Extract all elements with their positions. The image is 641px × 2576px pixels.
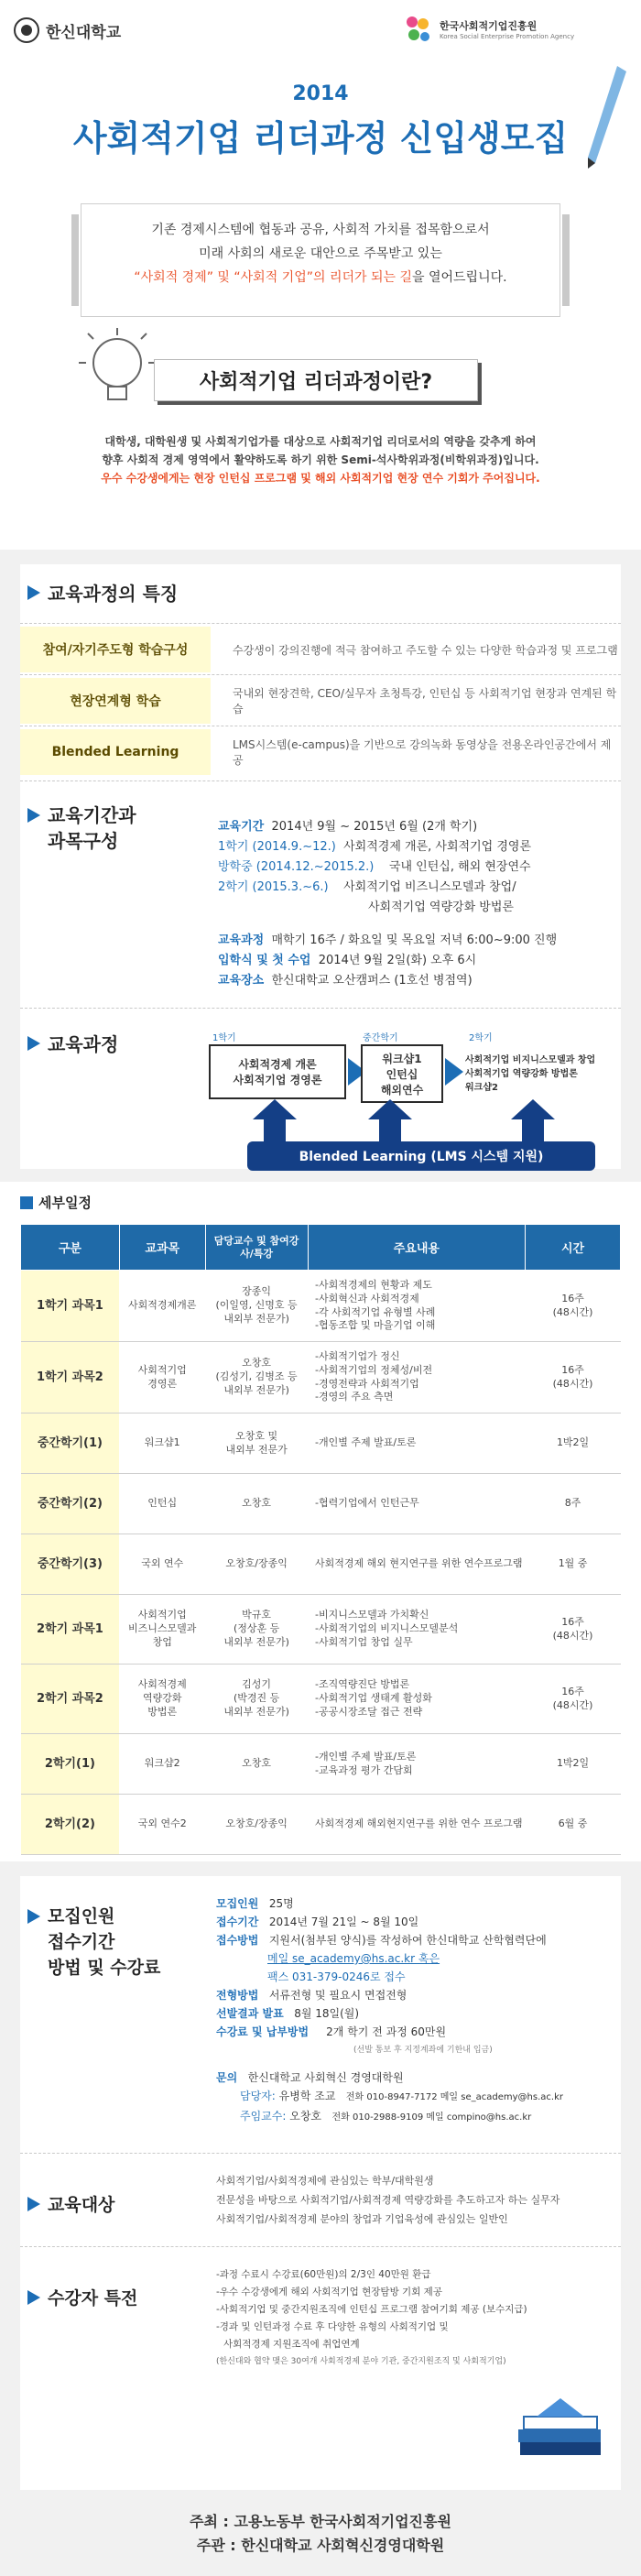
blended-learning-bar: Blended Learning (LMS 시스템 지원)	[247, 1141, 595, 1171]
features-heading	[27, 579, 178, 606]
feature-label: Blended Learning	[20, 729, 211, 775]
target-details	[216, 2171, 615, 2229]
staff-label: 담당자:	[240, 2090, 276, 2102]
step1-label: 1학기	[212, 1033, 236, 1043]
step3-label: 2학기	[469, 1033, 493, 1043]
what-description	[0, 432, 641, 487]
benefits-title: 수강자 특전	[48, 2288, 138, 2309]
table-cell: 인턴십	[119, 1474, 205, 1534]
intro-highlight: “사회적 경제” 및 “사회적 기업”의 리더가 되는 길	[134, 270, 413, 285]
what-line-2: 향후 사회적 경제 영역에서 활약하도록 하기 위한 Semi-석사학위과정(비학위과정)입니다.	[102, 453, 539, 466]
table-cell: 오창호 (김성기, 김병조 등 내외부 전문가)	[205, 1342, 308, 1414]
table-cell: 오창호	[205, 1734, 308, 1795]
divider	[20, 674, 621, 675]
recruit-title-line-1: 모집인원	[48, 1906, 115, 1927]
table-cell: 장종익 (이일영, 신명호 등 내외부 전문가)	[205, 1271, 308, 1342]
place-value: 한신대학교 오산캠퍼스 (1호선 병점역)	[271, 974, 473, 988]
books-icon	[509, 2382, 612, 2464]
key-label: 접수방법	[216, 1934, 259, 1947]
key-label: 선발결과 발표	[216, 2007, 284, 2020]
what-line-3: 우수 수강생에게는 현장 인턴십 프로그램 및 해외 사회적기업 현장 연수 기회가 주어집니다.	[101, 472, 540, 485]
target-heading	[27, 2191, 114, 2216]
period-heading	[27, 802, 136, 854]
divider	[20, 780, 621, 781]
agency-logo	[401, 13, 574, 46]
key-label: 전형방법	[216, 1989, 259, 2002]
table-cell: 오창호/장종익	[205, 1534, 308, 1595]
fee-value: 2개 학기 전 과정 60만원	[326, 2025, 447, 2038]
benefit-line: -과정 수료시 수강료(60만원)의 2/3인 40만원 환급	[216, 2269, 431, 2280]
feature-row	[20, 627, 621, 672]
table-cell: 2학기 과목1	[21, 1595, 120, 1665]
benefit-line: -우수 수강생에게 해외 사회적기업 현장탐방 기회 제공	[216, 2287, 442, 2298]
sem1-label: 1학기 (2014.9.~12.)	[218, 840, 336, 854]
table-header-row	[21, 1225, 621, 1271]
table-cell: 16주 (48시간)	[526, 1665, 621, 1734]
prof-info: 전화 010-2988-9109 메일 compino@hs.ac.kr	[331, 2112, 532, 2123]
prof-name: 오창호	[289, 2110, 322, 2123]
key-label: 수강료 및 납부방법	[216, 2025, 310, 2038]
period-title-line-2: 과목구성	[48, 830, 119, 852]
what-title: 사회적기업 리더과정이란?	[154, 359, 478, 401]
feature-desc: LMS시스템(e-campus)을 기반으로 강의녹화 동영상을 전용온라인공간에서 제공	[233, 738, 612, 767]
lightbulb-icon	[73, 322, 161, 421]
intro-box-bracket-right	[562, 214, 570, 306]
table-cell: 2학기(2)	[21, 1795, 120, 1855]
table-cell: 1박2일	[526, 1734, 621, 1795]
arrow-right-icon	[27, 585, 40, 600]
table-row	[21, 1271, 621, 1342]
prof-label: 주임교수:	[240, 2110, 287, 2123]
table-cell: 사회적경제 해외 현지연구를 위한 연수프로그램	[308, 1534, 526, 1595]
result-value: 8월 18일(월)	[294, 2007, 360, 2020]
step3-box	[465, 1044, 615, 1103]
key-label: 교육장소	[218, 974, 265, 988]
table-cell: 워크샵1	[119, 1414, 205, 1474]
table-cell: 1박2일	[526, 1414, 621, 1474]
table-cell: 오창호/장종익	[205, 1795, 308, 1855]
step2-box	[361, 1044, 443, 1103]
what-line-1: 대학생, 대학원생 및 사회적기업가를 대상으로 사회적기업 리더로서의 역량을 갖추게 하여	[104, 435, 537, 448]
step2-line-3: 해외연수	[380, 1083, 424, 1097]
table-header: 시간	[526, 1225, 621, 1271]
recruit-heading	[27, 1904, 160, 1981]
table-header: 주요내용	[308, 1225, 526, 1271]
benefits-details	[216, 2266, 619, 2371]
schedule-table	[20, 1224, 621, 1855]
key-label: 접수기간	[216, 1916, 259, 1928]
footer-organizer: 주관 : 한신대학교 사회혁신경영대학원	[196, 2537, 445, 2554]
benefit-line: -사회적기업 및 중간지원조직에 인턴십 프로그램 참여기회 제공 (보수지급)	[216, 2304, 527, 2315]
divider	[20, 2153, 621, 2154]
sem2-text-1: 사회적기업 비즈니스모델과 창업/	[343, 880, 516, 894]
intro-line-1: 기존 경제시스템에 협동과 공유, 사회적 가치를 접목함으로서	[151, 223, 490, 237]
key-label: 교육과정	[218, 933, 265, 947]
table-row	[21, 1474, 621, 1534]
arrow-right-icon	[27, 1909, 40, 1924]
intro-line-2: 미래 사회의 새로운 대안으로 주목받고 있는	[199, 246, 442, 261]
step2-line-2: 인턴십	[386, 1067, 418, 1081]
table-cell: -협력기업에서 인턴근무	[308, 1474, 526, 1534]
table-cell: 6월 중	[526, 1795, 621, 1855]
table-cell: 사회적경제 역량강화 방법론	[119, 1665, 205, 1734]
hero-title: 사회적기업 리더과정 신입생모집	[72, 118, 569, 158]
table-cell: 16주 (48시간)	[526, 1342, 621, 1414]
table-cell: 오창호	[205, 1474, 308, 1534]
footer-host: 주최 : 고용노동부 한국사회적기업진흥원	[190, 2513, 451, 2530]
period-value: 2014년 7월 21일 ~ 8월 10일	[268, 1916, 419, 1928]
number-value: 25명	[268, 1897, 294, 1910]
arrow-right-icon	[27, 2197, 40, 2211]
agency-emblem-icon	[401, 13, 434, 46]
schedule-table-wrap	[20, 1224, 621, 1855]
target-line-2: 전문성을 바탕으로 사회적기업/사회적경제 역량강화를 추도하고자 하는 실무자	[216, 2194, 560, 2206]
table-header: 교과목	[119, 1225, 205, 1271]
table-cell: -비지니스모델과 가치확신 -사회적기업의 비지니스모델분석 -사회적기업 창업 실무	[308, 1595, 526, 1665]
recruit-title-line-2: 접수기간	[48, 1932, 115, 1952]
intro-box-bracket-left	[71, 214, 79, 306]
divider	[20, 1008, 621, 1009]
features-title: 교육과정의 특징	[48, 583, 179, 605]
table-row	[21, 1734, 621, 1795]
table-cell: 2학기 과목2	[21, 1665, 120, 1734]
table-row	[21, 1534, 621, 1595]
benefit-line: 사회적경제 지원조직에 취업연계	[223, 2339, 360, 2350]
key-label: 모집인원	[216, 1897, 259, 1910]
table-cell: 사회적경제개론	[119, 1271, 205, 1342]
sem2-text-2: 사회적기업 역량강화 방법론	[368, 901, 514, 914]
course-value: 매학기 16주 / 화요일 및 목요일 저녁 6:00~9:00 진행	[271, 933, 558, 947]
intro-line-3-end: 을 열어드립니다.	[412, 270, 507, 285]
curriculum-heading	[27, 1030, 118, 1056]
table-cell: 김성기 (박경진 등 내외부 전문가)	[205, 1665, 308, 1734]
table-cell: 사회적경제 해외현지연구를 위한 연수 프로그램	[308, 1795, 526, 1855]
key-label: 교육기간	[218, 820, 265, 834]
feature-label: 참여/자기주도형 학습구성	[20, 627, 211, 672]
flow-arrow-icon	[445, 1058, 463, 1086]
key-label: 문의	[216, 2071, 238, 2084]
step3-line-3: 워크샵2	[465, 1082, 498, 1093]
table-row	[21, 1665, 621, 1734]
target-line-1: 사회적기업/사회적경제에 관심있는 학부/대학원생	[216, 2175, 434, 2187]
table-cell: -조직역량진단 방법론 -사회적기업 생태계 활성화 -공공시장조달 접근 전략	[308, 1665, 526, 1734]
target-line-3: 사회적기업/사회적경제 분야의 창업과 기업육성에 관심있는 일반인	[216, 2213, 508, 2225]
table-cell: 1학기 과목1	[21, 1271, 120, 1342]
university-logo	[13, 16, 121, 44]
table-row	[21, 1342, 621, 1414]
key-label: 입학식 및 첫 수업	[218, 954, 311, 967]
table-row	[21, 1595, 621, 1665]
table-cell: -개인별 주제 발표/토론 -교육과정 평가 간담회	[308, 1734, 526, 1795]
entry-value: 2014년 9월 2일(화) 오후 6시	[318, 954, 477, 967]
break-label: 방학중 (2014.12.~2015.2.)	[218, 860, 375, 874]
table-cell: -사회적경제의 현황과 제도 -사회혁신과 사회적경제 -각 사회적기업 유형별 사례 -협동조합 및 마을기업 이해	[308, 1271, 526, 1342]
email-link[interactable]: 메일 se_academy@hs.ac.kr 혹은	[267, 1952, 440, 1965]
table-cell: 중간학기(2)	[21, 1474, 120, 1534]
target-title: 교육대상	[48, 2195, 115, 2215]
table-cell: 국외 연수	[119, 1534, 205, 1595]
university-emblem-icon	[13, 16, 40, 44]
step2-label: 중간학기	[363, 1033, 398, 1043]
benefits-heading	[27, 2285, 137, 2309]
agency-sub: Korea Social Enterprise Promotion Agency	[440, 33, 575, 40]
staff-name: 유병학 조교	[278, 2090, 336, 2102]
step1-line-2: 사회적기업 경영론	[233, 1074, 322, 1086]
arrow-right-icon	[27, 1036, 40, 1051]
select-value: 서류전형 및 필요시 면접전형	[268, 1989, 407, 2002]
feature-row	[20, 729, 621, 775]
period-value: 2014년 9월 ~ 2015년 6월 (2개 학기)	[271, 820, 478, 834]
table-header: 구분	[21, 1225, 120, 1271]
contact-value: 한신대학교 사회혁신 경영대학원	[247, 2071, 404, 2084]
fee-note: (선발 통보 후 지정계좌에 기한내 입금)	[353, 2046, 493, 2055]
pencil-icon	[579, 62, 630, 172]
table-cell: 1월 중	[526, 1534, 621, 1595]
step3-line-2: 사회적기업 역량강화 방법론	[465, 1068, 578, 1079]
table-cell: 사회적기업 비즈니스모델과 창업	[119, 1595, 205, 1665]
schedule-heading	[20, 1193, 92, 1212]
table-header: 담당교수 및 참여강사/특강	[205, 1225, 308, 1271]
feature-desc: 수강생이 강의진행에 적극 참여하고 주도할 수 있는 다양한 학습과정 및 프로그램	[233, 643, 618, 657]
footer	[0, 2510, 641, 2558]
benefit-note: (한신대와 협약 맺은 30여개 사회적경제 분야 기관, 중간지원조직 및 사회적기업)	[216, 2357, 506, 2366]
break-text: 국내 인턴십, 해외 현장연수	[388, 860, 531, 874]
benefit-line: -경과 및 인턴과정 수료 후 다양한 유형의 사회적기업 및	[216, 2321, 449, 2332]
bullet-square-icon	[20, 1196, 33, 1209]
table-cell: 국외 연수2	[119, 1795, 205, 1855]
table-cell: 16주 (48시간)	[526, 1271, 621, 1342]
table-cell: 1학기 과목2	[21, 1342, 120, 1414]
table-cell: 워크샵2	[119, 1734, 205, 1795]
step3-line-1: 사회적기업 비지니스모델과 창업	[465, 1054, 596, 1065]
arrow-right-icon	[27, 808, 40, 823]
table-cell: 16주 (48시간)	[526, 1595, 621, 1665]
period-details	[218, 817, 612, 991]
sem2-label: 2학기 (2015.3.~6.)	[218, 880, 329, 894]
feature-row	[20, 678, 621, 724]
intro-text	[81, 218, 560, 289]
hero-year: 2014	[292, 82, 349, 105]
step1-line-1: 사회적경제 개론	[238, 1058, 317, 1071]
schedule-title: 세부일정	[38, 1195, 92, 1211]
feature-desc: 국내외 현장견학, CEO/실무자 초청특강, 인턴십 등 사회적기업 현장과 연계된 학습	[233, 687, 617, 715]
recruit-title-line-3: 방법 및 수강료	[48, 1958, 161, 1978]
step1-box	[209, 1044, 346, 1099]
period-title-line-1: 교육기간과	[48, 804, 136, 826]
table-cell: 2학기(1)	[21, 1734, 120, 1795]
feature-label: 현장연계형 학습	[20, 678, 211, 724]
table-cell: -개인별 주제 발표/토론	[308, 1414, 526, 1474]
table-row	[21, 1795, 621, 1855]
divider	[20, 2246, 621, 2247]
university-name: 한신대학교	[46, 23, 122, 42]
divider	[20, 623, 621, 624]
table-cell: 박규호 (정상훈 등 내외부 전문가)	[205, 1595, 308, 1665]
recruit-details	[216, 1894, 615, 2127]
table-row	[21, 1414, 621, 1474]
staff-info: 전화 010-8947-7172 메일 se_academy@hs.ac.kr	[345, 2092, 563, 2102]
table-cell: -사회적기업가 정신 -사회적기업의 정체성/비전 -경영전략과 사회적기업 -경영의 주요 측면	[308, 1342, 526, 1414]
table-cell: 중간학기(1)	[21, 1414, 120, 1474]
method-value: 지원서(첨부된 양식)를 작성하여 한신대학교 산학협력단에	[268, 1934, 547, 1947]
arrow-right-icon	[27, 2290, 40, 2305]
table-cell: 사회적기업 경영론	[119, 1342, 205, 1414]
table-cell: 오창호 및 내외부 전문가	[205, 1414, 308, 1474]
agency-name: 한국사회적기업진흥원	[440, 20, 538, 32]
step2-line-1: 워크샵1	[382, 1052, 422, 1065]
fax-value: 팩스 031-379-0246로 접수	[267, 1970, 406, 1983]
up-arrows-icon	[238, 1099, 623, 1141]
curriculum-title: 교육과정	[48, 1033, 119, 1055]
sem1-text: 사회적경제 개론, 사회적기업 경영론	[343, 840, 532, 854]
table-cell: 8주	[526, 1474, 621, 1534]
table-cell: 중간학기(3)	[21, 1534, 120, 1595]
